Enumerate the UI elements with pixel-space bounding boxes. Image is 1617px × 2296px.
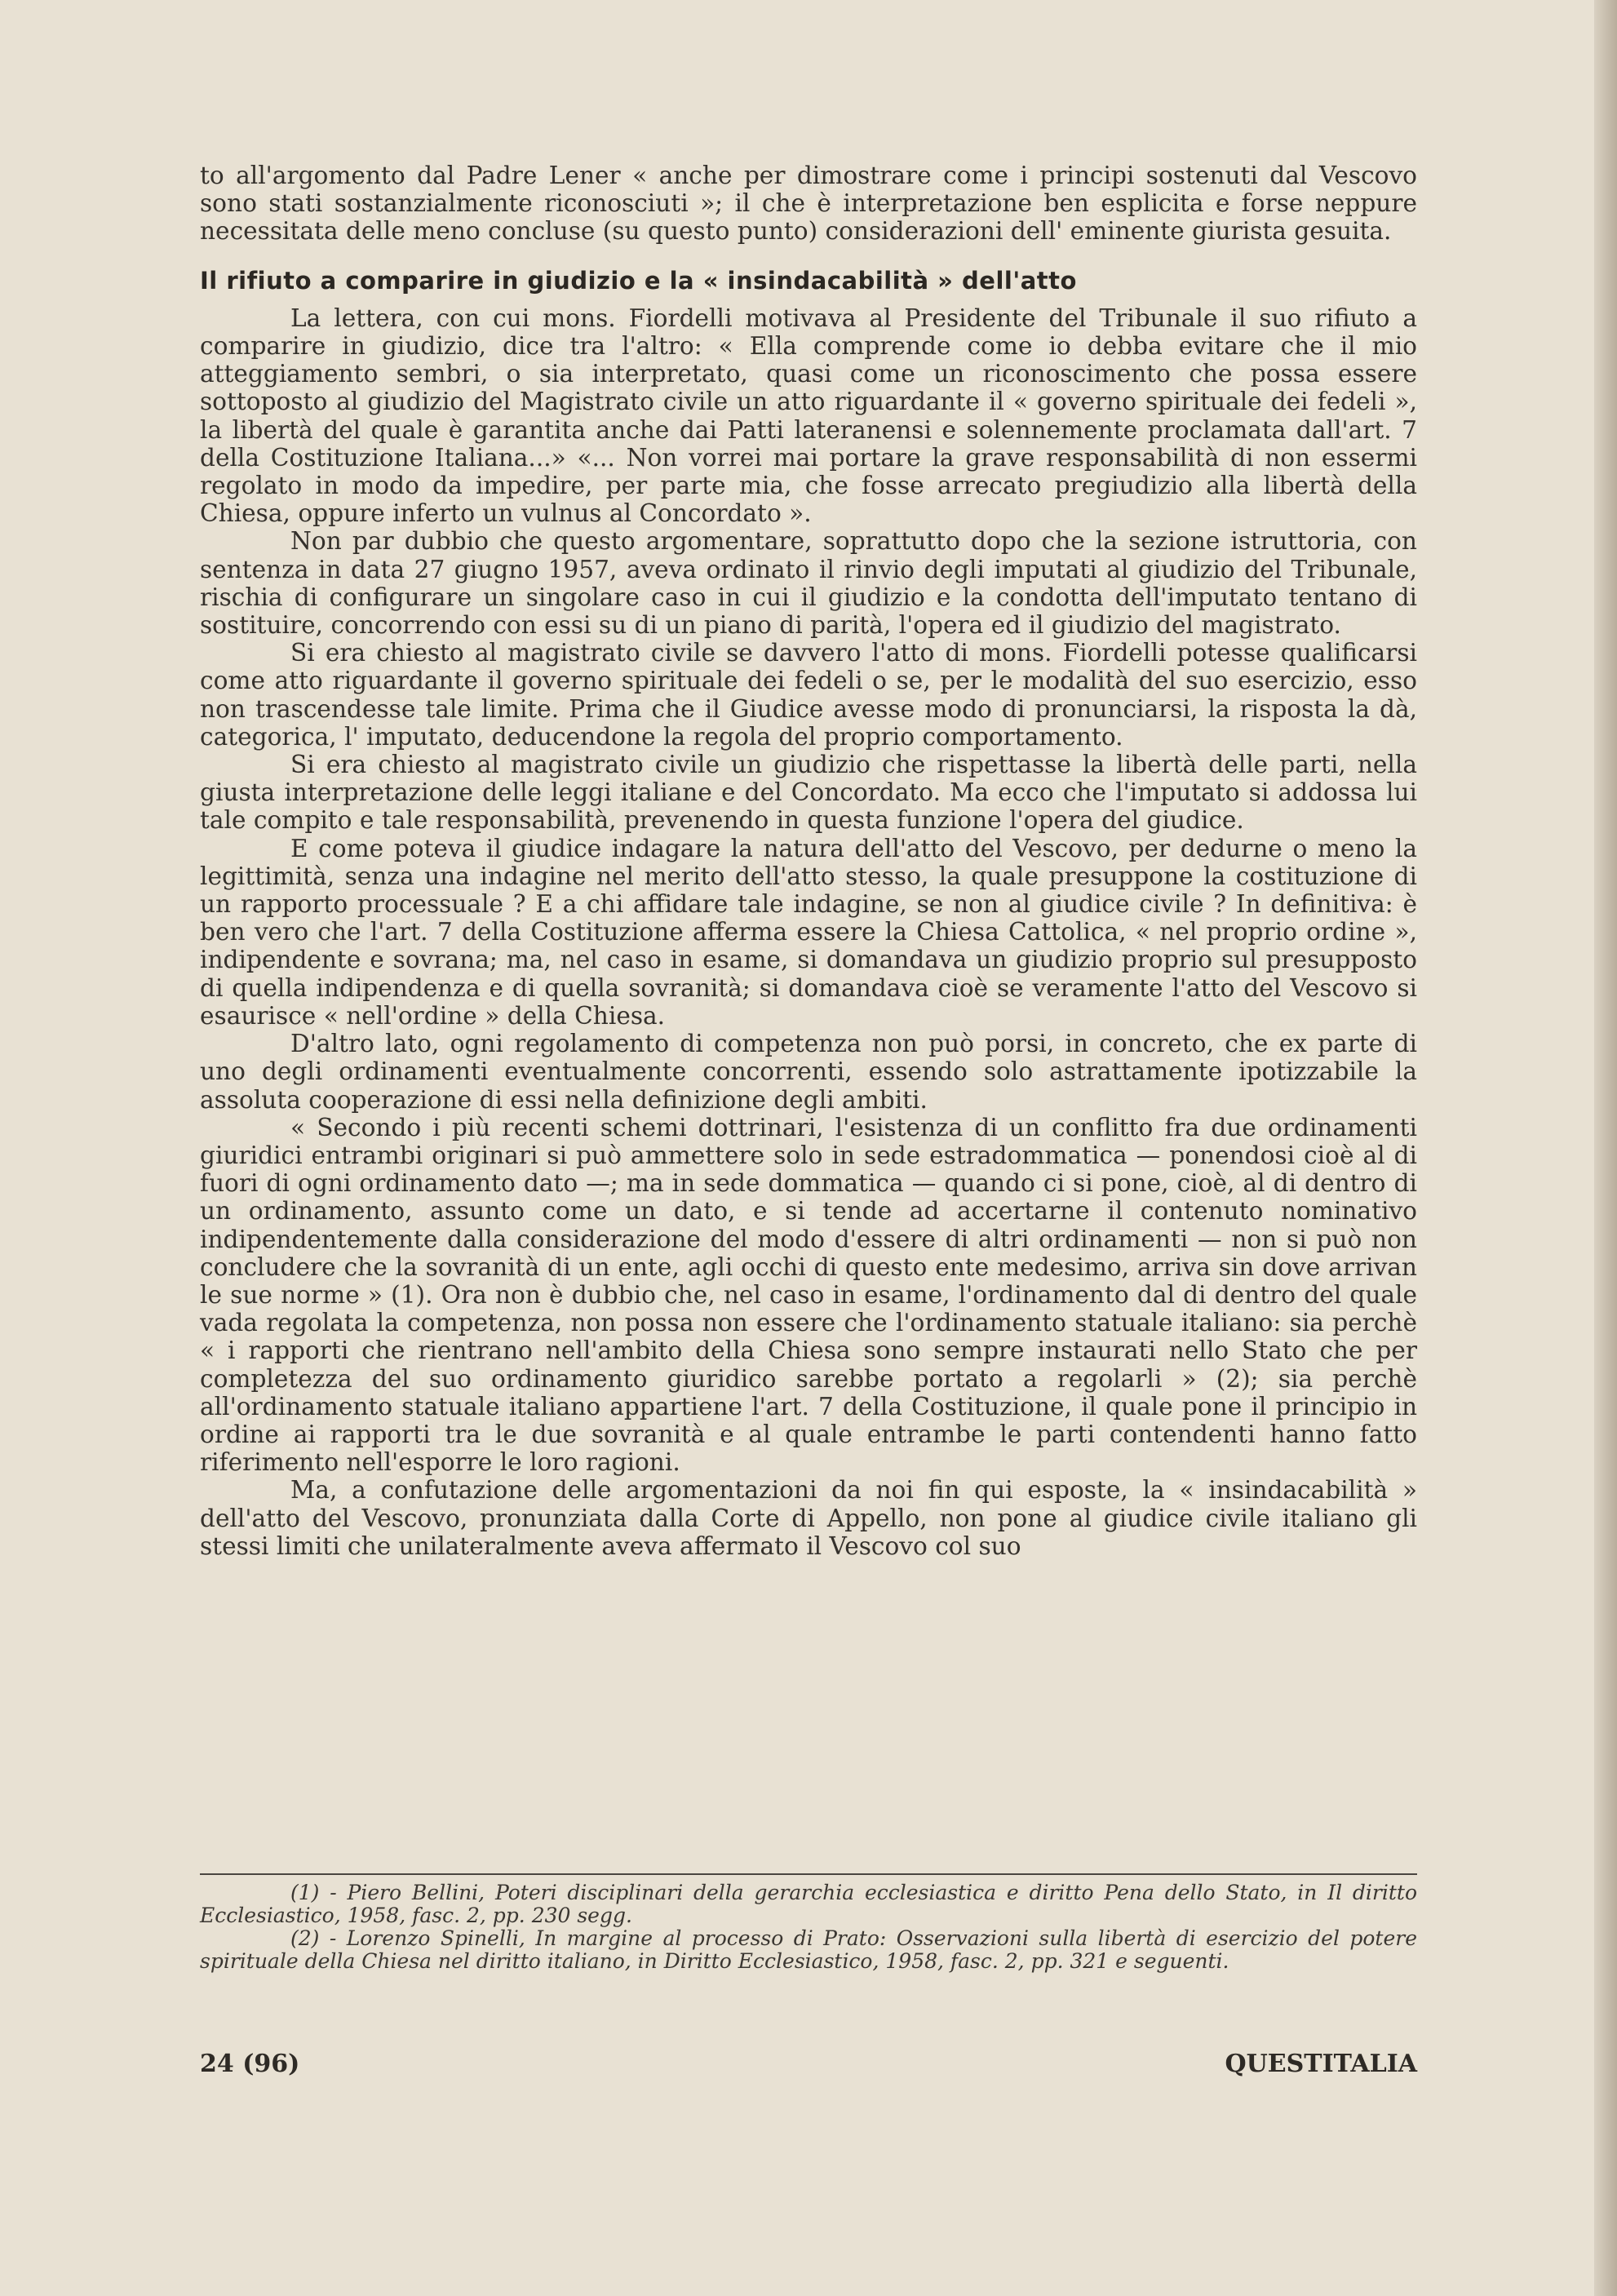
page-number: 24 (96) <box>200 2050 300 2078</box>
body-paragraph: « Secondo i più recenti schemi dottrinari, l'esistenza di un conflitto fra due ordinamenti giuridici entrambi originari si può ammettere solo in sede estradommatica — ponendosi cioè al di fuori di ogni ordinamento dato —; ma in sede dommatica — quando ci si pone, cioè, al di dentro di un ordinamento, assunto come un dato, e si tende ad accertarne il contenuto nominativo indipendentemente dalla considerazione del modo d'essere di altri ordinamenti — non si può non concludere che la sovranità di un ente, agli occhi di questo ente medesimo, arriva sin dove arrivan le sue norme » (1). Ora non è dubbio che, nel caso in esame, l'ordinamento dal di dentro del quale vada regolata la competenza, non possa non essere che l'ordinamento statuale italiano: sia perchè « i rapporti che rientrano nell'ambito della Chiesa sono sempre instaurati nello Stato che per completezza del suo ordinamento giuridico sarebbe portato a regolarli » (2); sia perchè all'ordinamento statuale italiano appartiene l'art. 7 della Costituzione, il quale pone il principio in ordine ai rapporti tra le due sovranità e al quale entrambe le parti contendenti hanno fatto riferimento nell'esporre le loro ragioni. <box>200 1113 1417 1477</box>
footnote-2: (2) - Lorenzo Spinelli, In margine al processo di Prato: Osservazioni sulla libertà di esercizio del potere spirituale della Chiesa nel diritto italiano, in Diritto Ecclesiastico, 1958, fasc. 2, pp. 321 e seguenti. <box>200 1926 1417 1973</box>
footnote-1: (1) - Piero Bellini, Poteri disciplinari della gerarchia ecclesiastica e diritto Pena dello Stato, in Il diritto Ecclesiastico, 1958, fasc. 2, pp. 230 segg. <box>200 1881 1417 1927</box>
body-paragraph: D'altro lato, ogni regolamento di competenza non può porsi, in concreto, che ex parte di uno degli ordinamenti eventualmente concorrenti, essendo solo astrattamente ipotizzabile la assoluta cooperazione di essi nella definizione degli ambiti. <box>200 1030 1417 1114</box>
footnotes <box>200 1873 1417 1973</box>
body-paragraph: La lettera, con cui mons. Fiordelli motivava al Presidente del Tribunale il suo rifiuto a comparire in giudizio, dice tra l'altro: « Ella comprende come io debba evitare che il mio atteggiamento sembri, o sia interpretato, quasi come un riconoscimento che possa essere sottoposto al giudizio del Magistrato civile un atto riguardante il « governo spirituale dei fedeli », la libertà del quale è garantita anche dai Patti lateranensi e solennemente proclamata dall'art. 7 della Costituzione Italiana...» «... Non vorrei mai portare la grave responsabilità di non essermi regolato in modo da impedire, per parte mia, che fosse arrecato pregiudizio alla libertà della Chiesa, oppure inferto un vulnus al Concordato ». <box>200 304 1417 528</box>
magazine-name: QUESTITALIA <box>1225 2050 1417 2078</box>
section-heading: Il rifiuto a comparire in giudizio e la « insindacabilità » dell'atto <box>200 266 1077 295</box>
body-paragraph: Ma, a confutazione delle argomentazioni da noi fin qui esposte, la « insindacabilità » dell'atto del Vescovo, pronunziata dalla Corte di Appello, non pone al giudice civile italiano gli stessi limiti che unilateralmente aveva affermato il Vescovo col suo <box>200 1476 1417 1560</box>
body-paragraph: Si era chiesto al magistrato civile un giudizio che rispettasse la libertà delle parti, nella giusta interpretazione delle leggi italiane e del Concordato. Ma ecco che l'imputato si addossa lui tale compito e tale responsabilità, prevenendo in questa funzione l'opera del giudice. <box>200 751 1417 835</box>
body-paragraph: Si era chiesto al magistrato civile se davvero l'atto di mons. Fiordelli potesse qualificarsi come atto riguardante il governo spirituale dei fedeli o se, per le modalità del suo esercizio, esso non trascendesse tale limite. Prima che il Giudice avesse modo di pronunciarsi, la risposta la dà, categorica, l' imputato, deducendone la regola del proprio comportamento. <box>200 639 1417 751</box>
article-body <box>200 162 1417 1560</box>
body-paragraph: Non par dubbio che questo argomentare, soprattutto dopo che la sezione istruttoria, con sentenza in data 27 giugno 1957, aveva ordinato il rinvio degli imputati al giudizio del Tribunale, rischia di configurare un singolare caso in cui il giudizio e la condotta dell'imputato tentano di sostituire, concorrendo con essi su di un piano di parità, l'opera ed il giudizio del magistrato. <box>200 527 1417 640</box>
body-paragraph: E come poteva il giudice indagare la natura dell'atto del Vescovo, per dedurne o meno la legittimità, senza una indagine nel merito dell'atto stesso, la quale presuppone la costituzione di un rapporto processuale ? E a chi affidare tale indagine, se non al giudice civile ? In definitiva: è ben vero che l'art. 7 della Costituzione afferma essere la Chiesa Cattolica, « nel proprio ordine », indipendente e sovrana; ma, nel caso in esame, si domandava un giudizio proprio sul presupposto di quella indipendenza e di quella sovranità; si domandava cioè se veramente l'atto del Vescovo si esaurisce « nell'ordine » della Chiesa. <box>200 834 1417 1030</box>
page-edge-shadow <box>1594 0 1617 2296</box>
intro-paragraph: to all'argomento dal Padre Lener « anche per dimostrare come i principi sostenuti dal Vescovo sono stati sostanzialmente riconosciuti »; il che è interpretazione ben esplicita e forse neppure necessitata delle meno concluse (su questo punto) considerazioni dell' eminente giurista gesuita. <box>200 162 1417 246</box>
